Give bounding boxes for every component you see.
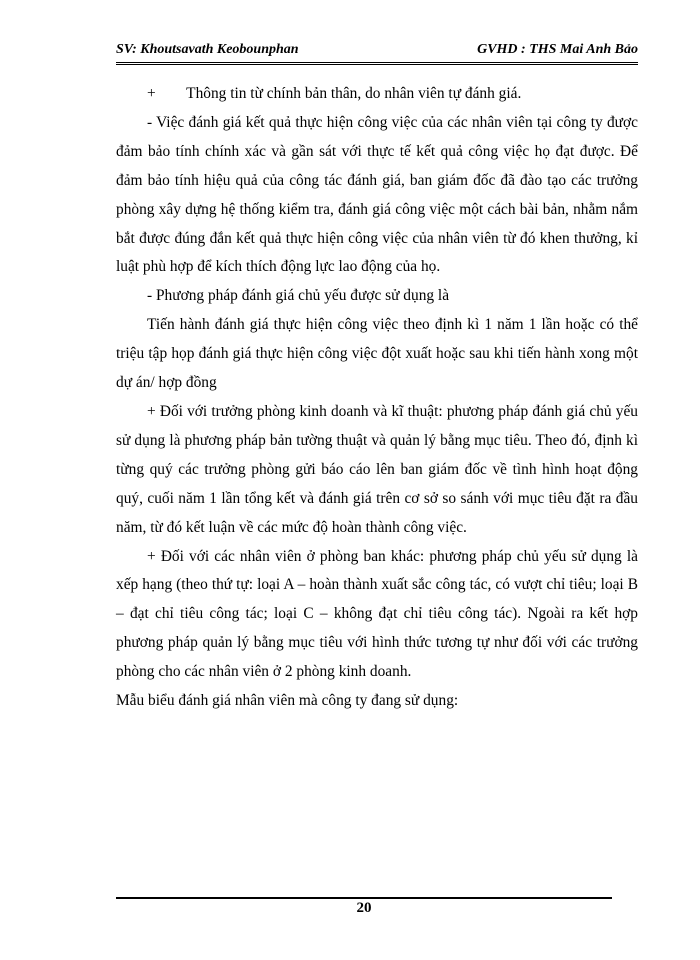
page-number: 20 [356, 900, 372, 916]
header-student-name: SV: Khoutsavath Keobounphan [116, 42, 299, 57]
paragraph-department-heads: + Đối với trưởng phòng kinh doanh và kĩ thuật: phương pháp đánh giá chủ yếu sử dụng là phương pháp bản tường thuật và quản lý bằng mục tiêu. Theo đó, định kì từng quý các trưởng phòng gửi báo cáo lên ban giám đốc về tình hình hoạt động quý, cuối năm 1 lần tổng kết và đánh giá trên cơ sở so sánh với mục tiêu đặt ra đầu năm, từ đó kết luận về các mức độ hoàn thành công việc. [116, 402, 638, 536]
header-divider [116, 62, 638, 65]
page-header [116, 40, 638, 62]
paragraph-periodic-evaluation: Tiến hành đánh giá thực hiện công việc theo định kì 1 năm 1 lần hoặc có thể triệu tập họp đánh giá thực hiện công việc đột xuất hoặc sau khi tiến hành xong một dự án/ hợp đồng [116, 316, 638, 392]
paragraph-other-staff: + Đối với các nhân viên ở phòng ban khác: phương pháp chủ yếu sử dụng là xếp hạng (theo thứ tự: loại A – hoàn thành xuất sắc công tác, có vượt chỉ tiêu; loại B – đạt chỉ tiêu công tác; loại C – không đạt chỉ tiêu công tác). Ngoài ra kết hợp phương pháp quản lý bằng mục tiêu với hình thức tương tự như đối với các trưởng phòng cho các nhân viên ở 2 phòng kinh doanh. [116, 547, 638, 681]
document-body [116, 80, 638, 716]
paragraph-form-intro: Mẫu biểu đánh giá nhân viên mà công ty đang sử dụng: [116, 692, 459, 710]
paragraph-evaluation-accuracy: - Việc đánh giá kết quả thực hiện công việc của các nhân viên tại công ty được đảm bảo tính chính xác và gần sát với thực tế kết quả công việc họ đạt được. Để đảm bảo tính hiệu quả của công tác đánh giá, ban giám đốc đã đào tạo các trưởng phòng xây dựng hệ thống kiểm tra, đánh giá công việc một cách bài bản, nhằm nắm bắt được đúng đắn kết quả thực hiện công việc của nhân viên từ đó khen thưởng, kỉ luật phù hợp để kích thích động lực lao động của họ. [116, 113, 638, 276]
footer-divider [116, 897, 612, 899]
paragraph-self-assessment: + Thông tin từ chính bản thân, do nhân viên tự đánh giá. [147, 85, 522, 102]
paragraph-method-heading: - Phương pháp đánh giá chủ yếu được sử dụng là [147, 287, 450, 305]
header-supervisor-name: GVHD : THS Mai Anh Bảo [477, 42, 638, 57]
